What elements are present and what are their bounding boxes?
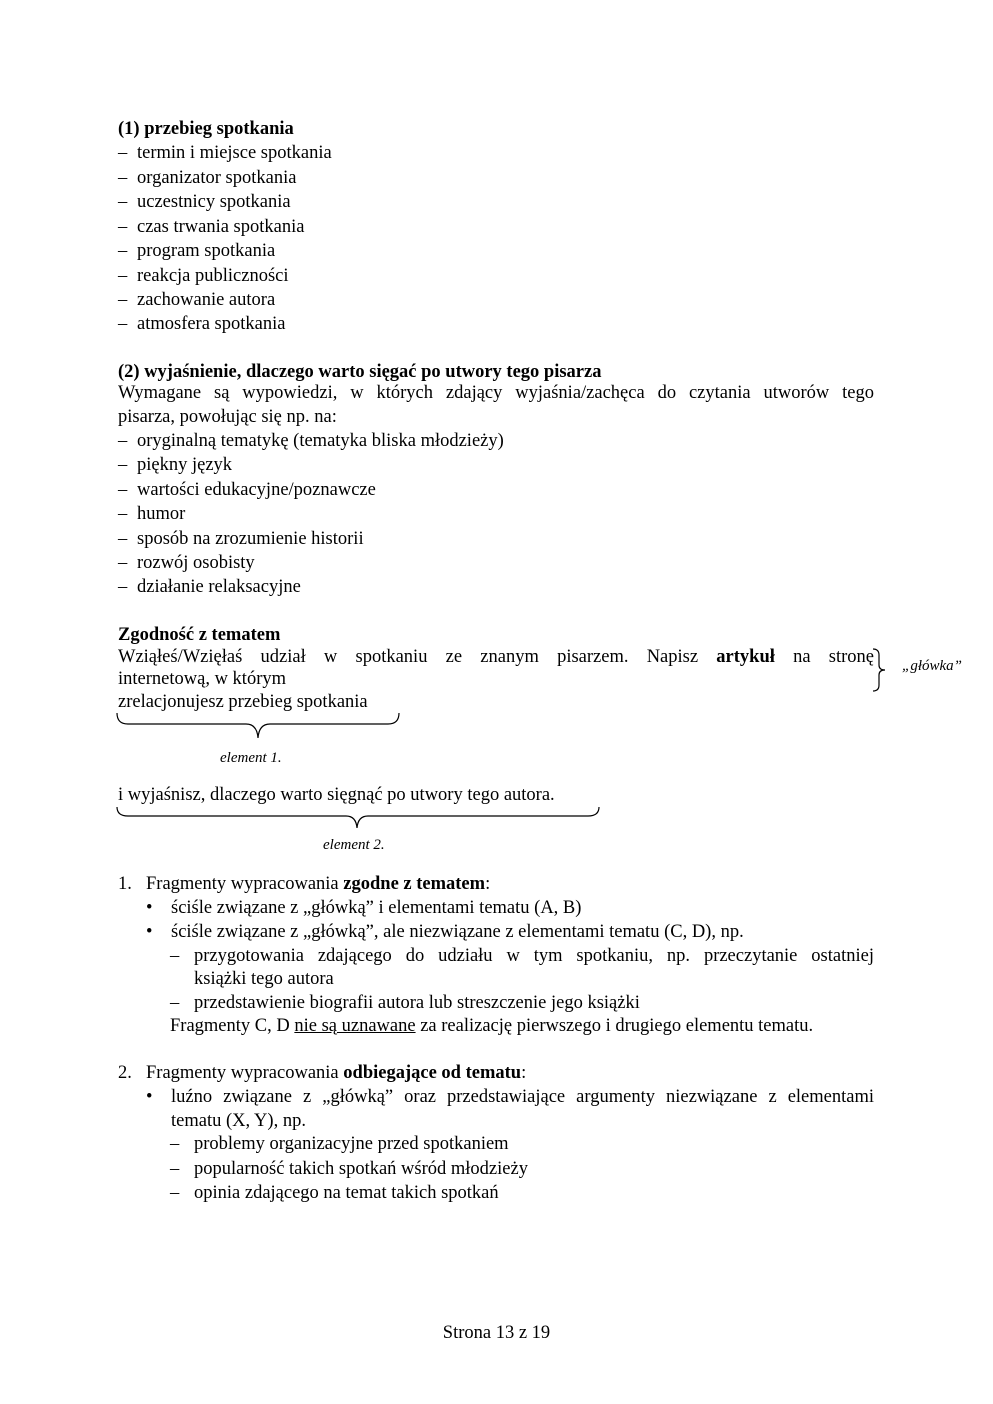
glowka-label: „główka”: [902, 658, 963, 674]
section2-heading: (2) wyjaśnienie, dlaczego warto sięgać po utwory tego pisarza: [118, 362, 602, 382]
sub-list-item: – przedstawienie biografii autora lub streszczenie jego książki: [170, 993, 640, 1013]
under-brace-icon: [116, 712, 400, 740]
bullet-item: • ściśle związane z „główką” i elementami tematu (A, B): [146, 898, 582, 918]
list-item: – organizator spotkania: [118, 168, 297, 188]
sub-list-item-continuation: książki tego autora: [194, 969, 334, 989]
list-item: – wartości edukacyjne/poznawcze: [118, 480, 376, 500]
topic-heading: Zgodność z tematem: [118, 625, 281, 645]
list-item-text: piękny język: [137, 455, 233, 475]
list-item: – atmosfera spotkania: [118, 314, 286, 334]
list-item: – czas trwania spotkania: [118, 217, 305, 237]
list-item: – program spotkania: [118, 241, 276, 261]
numbered-item-1: [118, 872, 490, 896]
right-brace-icon: [872, 648, 888, 692]
bullet-item: • ściśle związane z „główką”, ale niezwiązane z elementami tematu (C, D), np.: [146, 922, 744, 942]
list-item-text: termin i miejsce spotkania: [137, 143, 332, 163]
note-underlined: nie są uznawane: [294, 1016, 416, 1036]
section1-heading: (1) przebieg spotkania: [118, 119, 294, 139]
topic-line3: zrelacjonujesz przebieg spotkania: [118, 692, 368, 712]
list-item-text: reakcja publiczności: [137, 266, 289, 286]
topic-line2: internetową, w którym: [118, 669, 286, 689]
sub-list-item: – przygotowania zdającego do udziału w tym spotkaniu, np. przeczytanie ostatniej: [170, 946, 874, 966]
item-intro-end: :: [485, 874, 491, 894]
list1-note: [170, 1014, 813, 1038]
list-item-text: oryginalną tematykę (tematyka bliska młodzieży): [137, 431, 504, 451]
list-item-text: czas trwania spotkania: [137, 217, 305, 237]
list-item-text: uczestnicy spotkania: [137, 192, 291, 212]
sub-list-item: – opinia zdającego na temat takich spotkań: [170, 1183, 499, 1203]
item-intro-bold: zgodne z tematem: [343, 874, 486, 894]
bullet-text: luźno związane z „główką” oraz przedstawiające argumenty niezwiązane z elementami: [171, 1087, 874, 1107]
section2-intro-line1: Wymagane są wypowiedzi, w których zdający wyjaśnia/zachęca do czytania utworów tego: [118, 383, 874, 403]
list-item-text: działanie relaksacyjne: [137, 577, 301, 597]
list-item: – oryginalną tematykę (tematyka bliska młodzieży): [118, 431, 504, 451]
sub-list-item-text: opinia zdającego na temat takich spotkań: [194, 1183, 499, 1203]
topic-line1-text-end: na stronę: [793, 647, 874, 667]
topic-line4: i wyjaśnisz, dlaczego warto sięgnąć po utwory tego autora.: [118, 785, 555, 805]
list-item-text: atmosfera spotkania: [137, 314, 286, 334]
sub-list-item-text: przygotowania zdającego do udziału w tym spotkaniu, np. przeczytanie ostatniej: [194, 946, 874, 966]
list-item: – sposób na zrozumienie historii: [118, 529, 364, 549]
list-item-text: organizator spotkania: [137, 168, 297, 188]
page-number: Strona 13 z 19: [442, 1323, 551, 1343]
list-item: – działanie relaksacyjne: [118, 577, 301, 597]
list-item: – reakcja publiczności: [118, 266, 289, 286]
numbered-item-2: [118, 1061, 526, 1085]
bullet-continuation: tematu (X, Y), np.: [171, 1111, 306, 1131]
list-item-text: sposób na zrozumienie historii: [137, 529, 364, 549]
bullet-item: • luźno związane z „główką” oraz przedstawiające argumenty niezwiązane z elementami: [146, 1087, 874, 1107]
list-item: – uczestnicy spotkania: [118, 192, 291, 212]
note-text-end: za realizację pierwszego i drugiego elementu tematu.: [415, 1016, 814, 1036]
item-intro-end: :: [521, 1063, 527, 1083]
topic-line1-text: Wziąłeś/Wzięłaś udział w spotkaniu ze znanym pisarzem. Napisz: [118, 647, 699, 667]
list-item: – termin i miejsce spotkania: [118, 143, 332, 163]
item-number: 1.: [118, 874, 132, 894]
sub-list-item-text: problemy organizacyjne przed spotkaniem: [194, 1134, 509, 1154]
list-item: – zachowanie autora: [118, 290, 276, 310]
item-intro-bold: odbiegające od tematu: [343, 1063, 522, 1083]
note-text: Fragmenty C, D: [170, 1016, 295, 1036]
bullet-text: ściśle związane z „główką” i elementami tematu (A, B): [171, 898, 582, 918]
list-item-text: humor: [137, 504, 186, 524]
list-item-text: wartości edukacyjne/poznawcze: [137, 480, 376, 500]
list-item: – rozwój osobisty: [118, 553, 255, 573]
sub-list-item: – problemy organizacyjne przed spotkaniem: [170, 1134, 509, 1154]
item-intro: Fragmenty wypracowania: [146, 1063, 344, 1083]
sub-list-item-text: przedstawienie biografii autora lub streszczenie jego książki: [194, 993, 640, 1013]
bullet-text: ściśle związane z „główką”, ale niezwiązane z elementami tematu (C, D), np.: [171, 922, 744, 942]
topic-line1: [118, 645, 874, 669]
element2-label: element 2.: [323, 837, 385, 853]
topic-line1-bold: artykuł: [716, 647, 775, 667]
list-item: – piękny język: [118, 455, 233, 475]
under-brace-icon: [116, 806, 600, 830]
list-item: – humor: [118, 504, 186, 524]
section2-intro-line2: pisarza, powołując się np. na:: [118, 407, 337, 427]
sub-list-item: – popularność takich spotkań wśród młodzieży: [170, 1159, 528, 1179]
list-item-text: zachowanie autora: [137, 290, 276, 310]
item-number: 2.: [118, 1063, 132, 1083]
element1-label: element 1.: [220, 750, 282, 766]
sub-list-item-text: popularność takich spotkań wśród młodzieży: [194, 1159, 528, 1179]
list-item-text: program spotkania: [137, 241, 276, 261]
item-intro: Fragmenty wypracowania: [146, 874, 344, 894]
list-item-text: rozwój osobisty: [137, 553, 255, 573]
